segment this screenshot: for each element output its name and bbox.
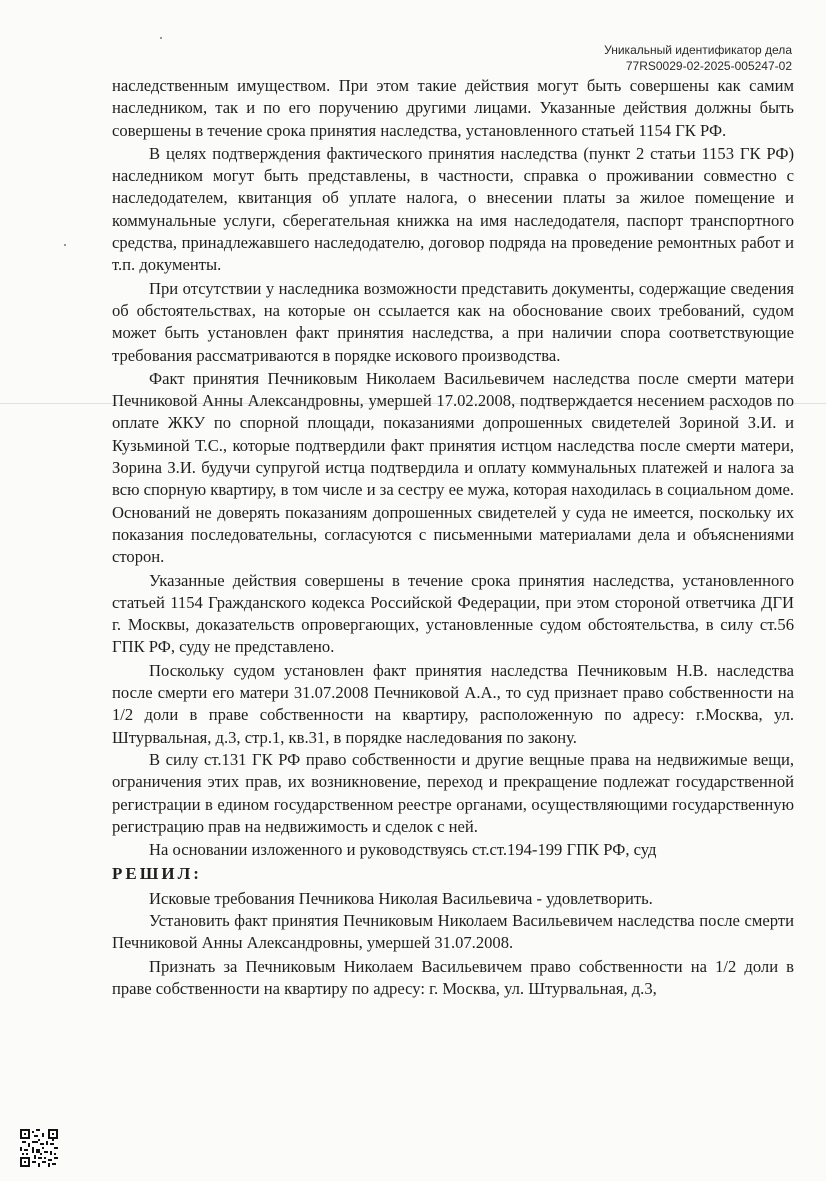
paragraph: наследственным имуществом. При этом такие действия могут быть совершены как самим наследником, так и по его поручению другими лицами. Указанные действия должны быть совершены в течение срока принятия наследства, установленного статьей 1154 ГК РФ.	[112, 76, 794, 140]
paragraph: Факт принятия Печниковым Николаем Васильевичем наследства после смерти матери Печниковой Анны Александровны, умершей 17.02.2008, подтверждается несением расходов по оплате ЖКУ по спорной площади, показаниями допрошенных свидетелей Зориной З.И. и Кузьминой Т.С., которые подтвердили факт принятия истцом наследства после смерти матери, Зорина З.И. будучи супругой истца подтвердила и оплату коммунальных платежей и налога за всю спорную квартиру, в том числе и за сестру ее мужа, которая находилась в социальном доме. Оснований не доверять показаниям допрошенных свидетелей у суда не имеется, поскольку их показания последовательны, согласуются с письменными материалами дела и объяснениями сторон.	[112, 368, 794, 567]
decision-paragraph: Признать за Печниковым Николаем Васильевичем право собственности на 1/2 доли в праве собственности на квартиру по адресу: г. Москва, ул. Штурвальная, д.3,	[112, 956, 794, 998]
qr-code-icon	[20, 1129, 58, 1167]
paragraph: При отсутствии у наследника возможности представить документы, содержащие сведения об обстоятельствах, на которые он ссылается как на обоснование своих требований, судом может быть установлен факт принятия наследства, а при наличии спора соответствующие требования рассматриваются в порядке искового производства.	[112, 278, 794, 365]
decision-heading: РЕШИЛ:	[112, 864, 202, 884]
case-identifier-label: Уникальный идентификатор дела	[604, 43, 792, 57]
paragraph: Указанные действия совершены в течение срока принятия наследства, установленного статьей 1154 Гражданского кодекса Российской Федерации, при этом стороной ответчика ДГИ г. Москвы, доказательств опровергающих, установленные судом обстоятельства, в силу ст.56 ГПК РФ, суду не представлено.	[112, 570, 794, 657]
document-body	[112, 75, 794, 1000]
scan-speck	[160, 37, 162, 39]
scan-speck	[64, 244, 66, 246]
case-identifier-number: 77RS0029-02-2025-005247-02	[625, 59, 792, 73]
paragraph: В целях подтверждения фактического принятия наследства (пункт 2 статьи 1153 ГК РФ) наследником могут быть представлены, в частности, справка о проживании совместно с наследодателем, квитанция об уплате налога, о внесении платы за жилое помещение и коммунальные услуги, сберегательная книжка на имя наследодателя, паспорт транспортного средства, принадлежавшего наследодателю, договор подряда на проведение ремонтных работ и т.п. документы.	[112, 143, 794, 275]
paragraph: В силу ст.131 ГК РФ право собственности и другие вещные права на недвижимые вещи, ограничения этих прав, их возникновение, переход и прекращение подлежат государственной регистрации в едином государственном реестре органами, осуществляющими государственную регистрацию прав на недвижимость и сделок с ней.	[112, 749, 794, 836]
case-identifier	[532, 42, 792, 74]
paragraph: На основании изложенного и руководствуясь ст.ст.194-199 ГПК РФ, суд	[149, 840, 657, 860]
paragraph: Поскольку судом установлен факт принятия наследства Печниковым Н.В. наследства после смерти его матери 31.07.2008 Печниковой А.А., то суд признает право собственности на 1/2 доли в праве собственности на квартиру, расположенную по адресу: г.Москва, ул. Штурвальная, д.3, стр.1, кв.31, в порядке наследования по закону.	[112, 660, 794, 747]
decision-paragraph: Исковые требования Печникова Николая Васильевича - удовлетворить.	[149, 888, 653, 908]
decision-paragraph: Установить факт принятия Печниковым Николаем Васильевичем наследства после смерти Печниковой Анны Александровны, умершей 31.07.2008.	[112, 910, 794, 953]
